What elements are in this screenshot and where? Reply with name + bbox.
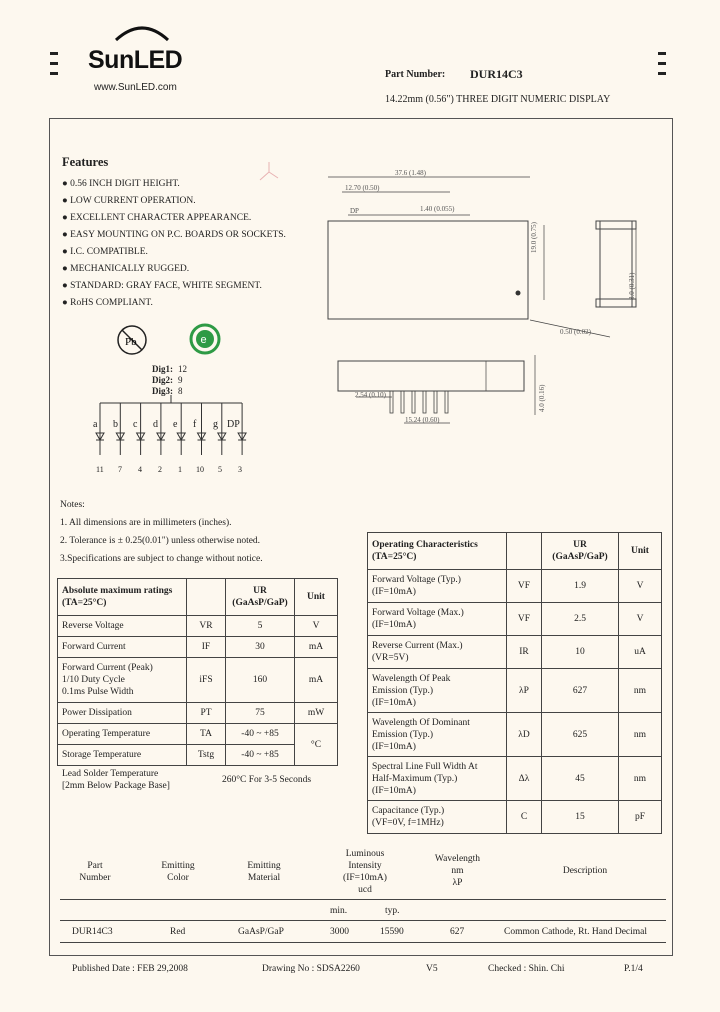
- svg-text:e: e: [200, 334, 207, 346]
- dim-overall-width: 37.6 (1.48): [395, 169, 426, 177]
- dim-pin-pitch: 2.54 (0.10): [355, 391, 386, 399]
- part-number: DUR14C3: [470, 67, 523, 81]
- table-row: Forward Voltage (Max.) (IF=10mA) VF 2.5 V: [368, 603, 662, 636]
- table-row: Wavelength Of Dominant Emission (Typ.) (IF=10mA) λD 625 nm: [368, 713, 662, 757]
- pb-free-icon: [115, 323, 149, 357]
- note-item: 1. All dimensions are in millimeters (inches).: [60, 518, 232, 528]
- package-pin: [434, 391, 437, 413]
- abs-max-table: [57, 578, 338, 766]
- luminous-min-label: min.: [330, 906, 348, 916]
- digit-labels: Dig1: Dig2: Dig3:: [152, 364, 173, 396]
- website-link[interactable]: www.SunLED.com: [94, 82, 177, 93]
- header-mark-left-2: [50, 62, 58, 65]
- footer-version: V5: [426, 964, 438, 974]
- table-row: Wavelength Of Peak Emission (Typ.) (IF=10mA) λP 627 nm: [368, 669, 662, 713]
- dim-lead-len: 4.0 (0.16): [538, 384, 546, 412]
- part-number-label: Part Number:: [385, 69, 446, 80]
- op-char-header: Operating Characteristics (TA=25°C): [368, 533, 507, 570]
- wavelength-col-header: Wavelength nm λP: [434, 854, 481, 888]
- table-row: Capacitance (Typ.) (VF=0V, f=1MHz) C 15 pF: [368, 801, 662, 834]
- features-list: [62, 176, 286, 312]
- dim-depth: 8.0 (0.31): [628, 272, 636, 300]
- footer-published: Published Date : FEB 29,2008: [72, 964, 188, 974]
- row-material: GaAsP/GaP: [238, 927, 284, 937]
- dim-pin-span: 15.24 (0.60): [405, 416, 440, 424]
- package-pin: [423, 391, 426, 413]
- row-min: 3000: [330, 927, 349, 937]
- color-col-header: Emitting Color: [161, 861, 195, 883]
- abs-max-header: Absolute maximum ratings (TA=25°C): [58, 579, 187, 616]
- digit-pins: 12 9 8: [178, 364, 187, 396]
- package-pin: [401, 391, 404, 413]
- pin-labels: 11 7 4 2 1 10 5 3: [96, 465, 242, 474]
- header-mark-right-1: [658, 52, 666, 55]
- table-row: Reverse Current (Max.) (VR=5V) IR 10 uA: [368, 636, 662, 669]
- table-row: Storage Temperature Tstg -40 ~ +85: [58, 745, 338, 766]
- table-row: Forward Current (Peak) 1/10 Duty Cycle 0.1ms Pulse Width iFS 160 mA: [58, 658, 338, 703]
- brand-name: SunLED: [88, 46, 183, 74]
- feature-item: ● STANDARD: GRAY FACE, WHITE SEGMENT.: [62, 281, 262, 291]
- row-wavelength: 627: [450, 927, 465, 937]
- svg-text:Pb: Pb: [125, 336, 137, 348]
- page-subtitle: 14.22mm (0.56") THREE DIGIT NUMERIC DISPLAY: [385, 94, 611, 105]
- description-col-header: Description: [562, 866, 608, 876]
- logo-arc-icon: [112, 20, 172, 42]
- solder-temp-label: Lead Solder Temperature [2mm Below Package Base]: [62, 769, 170, 791]
- segment-labels: a b c d e f g DP: [93, 419, 240, 430]
- feature-item: ● RoHS COMPLIANT.: [62, 298, 153, 308]
- material-col-header: Emitting Material: [247, 861, 281, 883]
- part-table-divider-1: [60, 899, 666, 900]
- footer-drawing-no: Drawing No : SDSA2260: [262, 964, 360, 974]
- feature-item: ● 0.56 INCH DIGIT HEIGHT.: [62, 179, 180, 189]
- header-mark-right-3: [658, 72, 666, 75]
- dim-dp-label: DP: [350, 207, 359, 215]
- dim-height: 19.0 (0.75): [530, 222, 538, 253]
- luminous-typ-label: typ.: [385, 906, 400, 916]
- header-mark-left-1: [50, 52, 58, 55]
- table-row: Power Dissipation PT 75 mW: [58, 703, 338, 724]
- display-digit-2: [411, 231, 450, 301]
- feature-item: ● EASY MOUNTING ON P.C. BOARDS OR SOCKETS.: [62, 230, 286, 240]
- part-table-divider-3: [60, 942, 666, 943]
- table-row: Spectral Line Full Width At Half-Maximum (Typ.) (IF=10mA) Δλ 45 nm: [368, 757, 662, 801]
- row-color: Red: [170, 927, 186, 937]
- notes-title: Notes:: [60, 500, 85, 510]
- table-row: Reverse Voltage VR 5 V: [58, 616, 338, 637]
- row-description: Common Cathode, Rt. Hand Decimal: [504, 927, 648, 937]
- notes: [60, 496, 263, 568]
- display-digit-1: [349, 231, 388, 301]
- part-table-divider-2: [60, 920, 666, 921]
- solder-temp-value: 260°C For 3-5 Seconds: [222, 775, 312, 785]
- dim-pin-dia: 0.50 (0.02): [560, 328, 591, 336]
- op-char-col-unit: Unit: [619, 533, 662, 570]
- header-mark-left-3: [50, 72, 58, 75]
- package-pin: [390, 391, 393, 413]
- feature-item: ● EXCELLENT CHARACTER APPEARANCE.: [62, 213, 252, 223]
- decorative-tripod-icon: [258, 160, 280, 184]
- abs-max-col-ur: UR (GaAsP/GaP): [226, 579, 295, 616]
- footer-page: P.1/4: [624, 964, 643, 974]
- feature-item: ● MECHANICALLY RUGGED.: [62, 264, 190, 274]
- op-char-col-ur: UR (GaAsP/GaP): [542, 533, 619, 570]
- table-row: Forward Current IF 30 mA: [58, 637, 338, 658]
- row-typ: 15590: [380, 927, 404, 937]
- footer-checked: Checked : Shin. Chi: [488, 964, 565, 974]
- abs-max-col-unit: Unit: [295, 579, 338, 616]
- part-col-header: Part Number: [79, 861, 111, 883]
- dim-digit-pitch: 12.70 (0.50): [345, 184, 380, 192]
- luminous-col-header: Luminous Intensity (IF=10mA) ucd: [343, 849, 387, 895]
- note-item: 2. Tolerance is ± 0.25(0.01") unless otherwise noted.: [60, 536, 261, 546]
- feature-item: ● I.C. COMPATIBLE.: [62, 247, 148, 257]
- header-mark-right-2: [658, 62, 666, 65]
- table-row: Forward Voltage (Typ.) (IF=10mA) VF 1.9 V: [368, 570, 662, 603]
- table-row: Operating Temperature TA -40 ~ +85 °C: [58, 724, 338, 745]
- op-char-table: [367, 532, 662, 834]
- package-pin: [412, 391, 415, 413]
- feature-item: ● LOW CURRENT OPERATION.: [62, 196, 196, 206]
- package-pin: [445, 391, 448, 413]
- dim-segment-width: 1.40 (0.055): [420, 205, 455, 213]
- rohs-eco-icon: [188, 322, 222, 356]
- note-item: 3.Specifications are subject to change without notice.: [60, 554, 263, 564]
- features-title: Features: [62, 155, 109, 169]
- row-part: DUR14C3: [72, 927, 113, 937]
- display-digit-3: [473, 231, 512, 301]
